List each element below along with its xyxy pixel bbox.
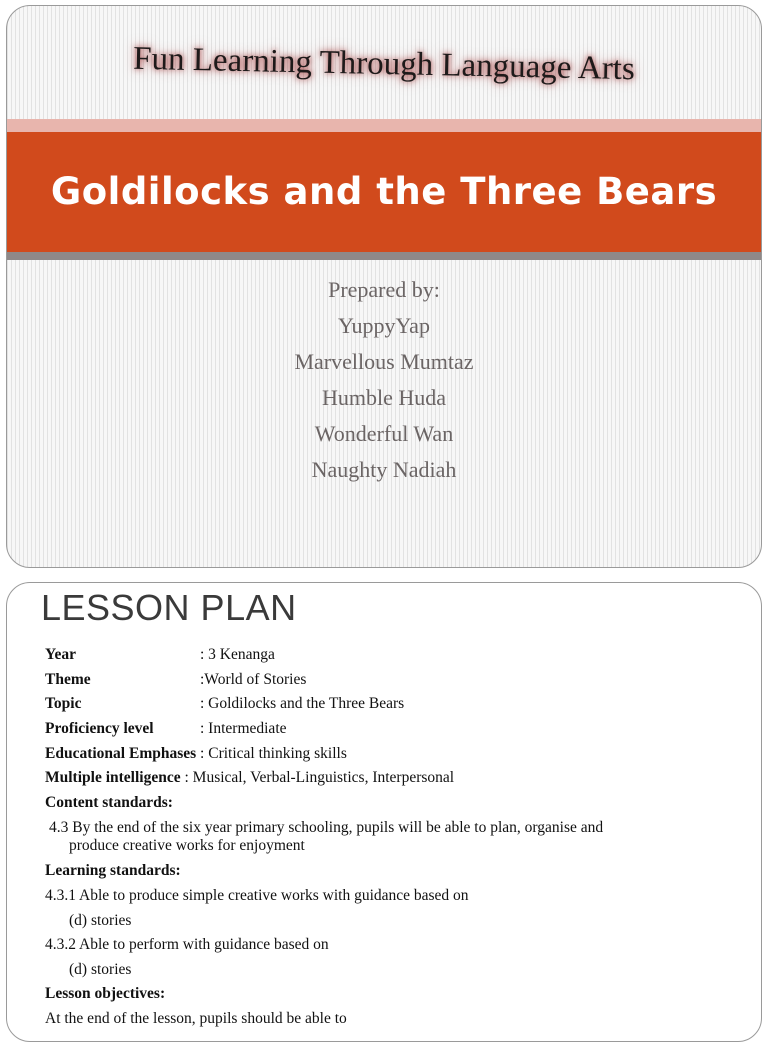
content-standard-text: 4.3 By the end of the six year primary schooling, pupils will be able to plan, organise and produce creative works for enjoyment [49, 819, 604, 855]
lesson-plan-slide [6, 582, 762, 1042]
field-value: : Musical, Verbal-Linguistics, Interpersonal [184, 769, 455, 787]
lesson-plan-heading: LESSON PLAN [41, 587, 297, 628]
lesson-plan-body [45, 643, 745, 1031]
objectives-intro: At the end of the lesson, pupils should be able to [45, 1010, 347, 1028]
field-value: : Goldilocks and the Three Bears [200, 695, 405, 713]
field-label: Theme [45, 670, 91, 688]
field-label: Year [45, 646, 76, 664]
learning-standard-subitem: (d) stories [69, 960, 132, 978]
author-name: Marvellous Mumtaz [294, 349, 474, 374]
field-label: Proficiency level [45, 720, 154, 738]
title-slide [6, 5, 762, 568]
field-row-topic [45, 692, 745, 717]
pink-accent-band [7, 119, 761, 132]
slide-title: Goldilocks and the Three Bears [50, 170, 718, 213]
grey-accent-band [7, 252, 761, 260]
learning-standard-item: 4.3.2 Able to perform with guidance based on [45, 936, 329, 954]
author-name: Humble Huda [321, 385, 447, 410]
field-value: : 3 Kenanga [200, 646, 275, 664]
lesson-objectives-heading: Lesson objectives : [45, 985, 166, 1003]
field-row-intelligence [45, 766, 745, 791]
learning-standards-heading: Learning standards : [45, 862, 181, 880]
prepared-by-block [7, 272, 761, 488]
field-value: :World of Stories [200, 670, 307, 688]
content-standards-heading: Content standards : [45, 793, 173, 811]
learning-standard-subitem: (d) stories [69, 911, 132, 929]
title-band [7, 132, 761, 252]
author-name: YuppyYap [338, 313, 430, 338]
learning-standard-item: 4.3.1 Able to produce simple creative works with guidance based on [45, 887, 469, 905]
author-name: Wonderful Wan [314, 421, 454, 446]
field-value: : Intermediate [200, 720, 287, 738]
field-value: : Critical thinking skills [200, 744, 347, 762]
field-row-proficiency [45, 717, 745, 742]
prepared-by-label: Prepared by: [328, 277, 440, 302]
section-label: Learning standards [45, 862, 176, 880]
field-row-emphases [45, 741, 745, 766]
section-label: Content standards [45, 793, 168, 811]
section-label: Lesson objectives [45, 985, 160, 1003]
slide-subtitle: Fun Learning Through Language Arts [132, 40, 636, 88]
field-label: Educational Emphases [45, 744, 197, 762]
field-row-theme [45, 668, 745, 693]
field-label: Multiple intelligence [45, 769, 181, 787]
author-name: Naughty Nadiah [311, 457, 457, 482]
field-label: Topic [45, 695, 82, 713]
field-row-year [45, 643, 745, 668]
